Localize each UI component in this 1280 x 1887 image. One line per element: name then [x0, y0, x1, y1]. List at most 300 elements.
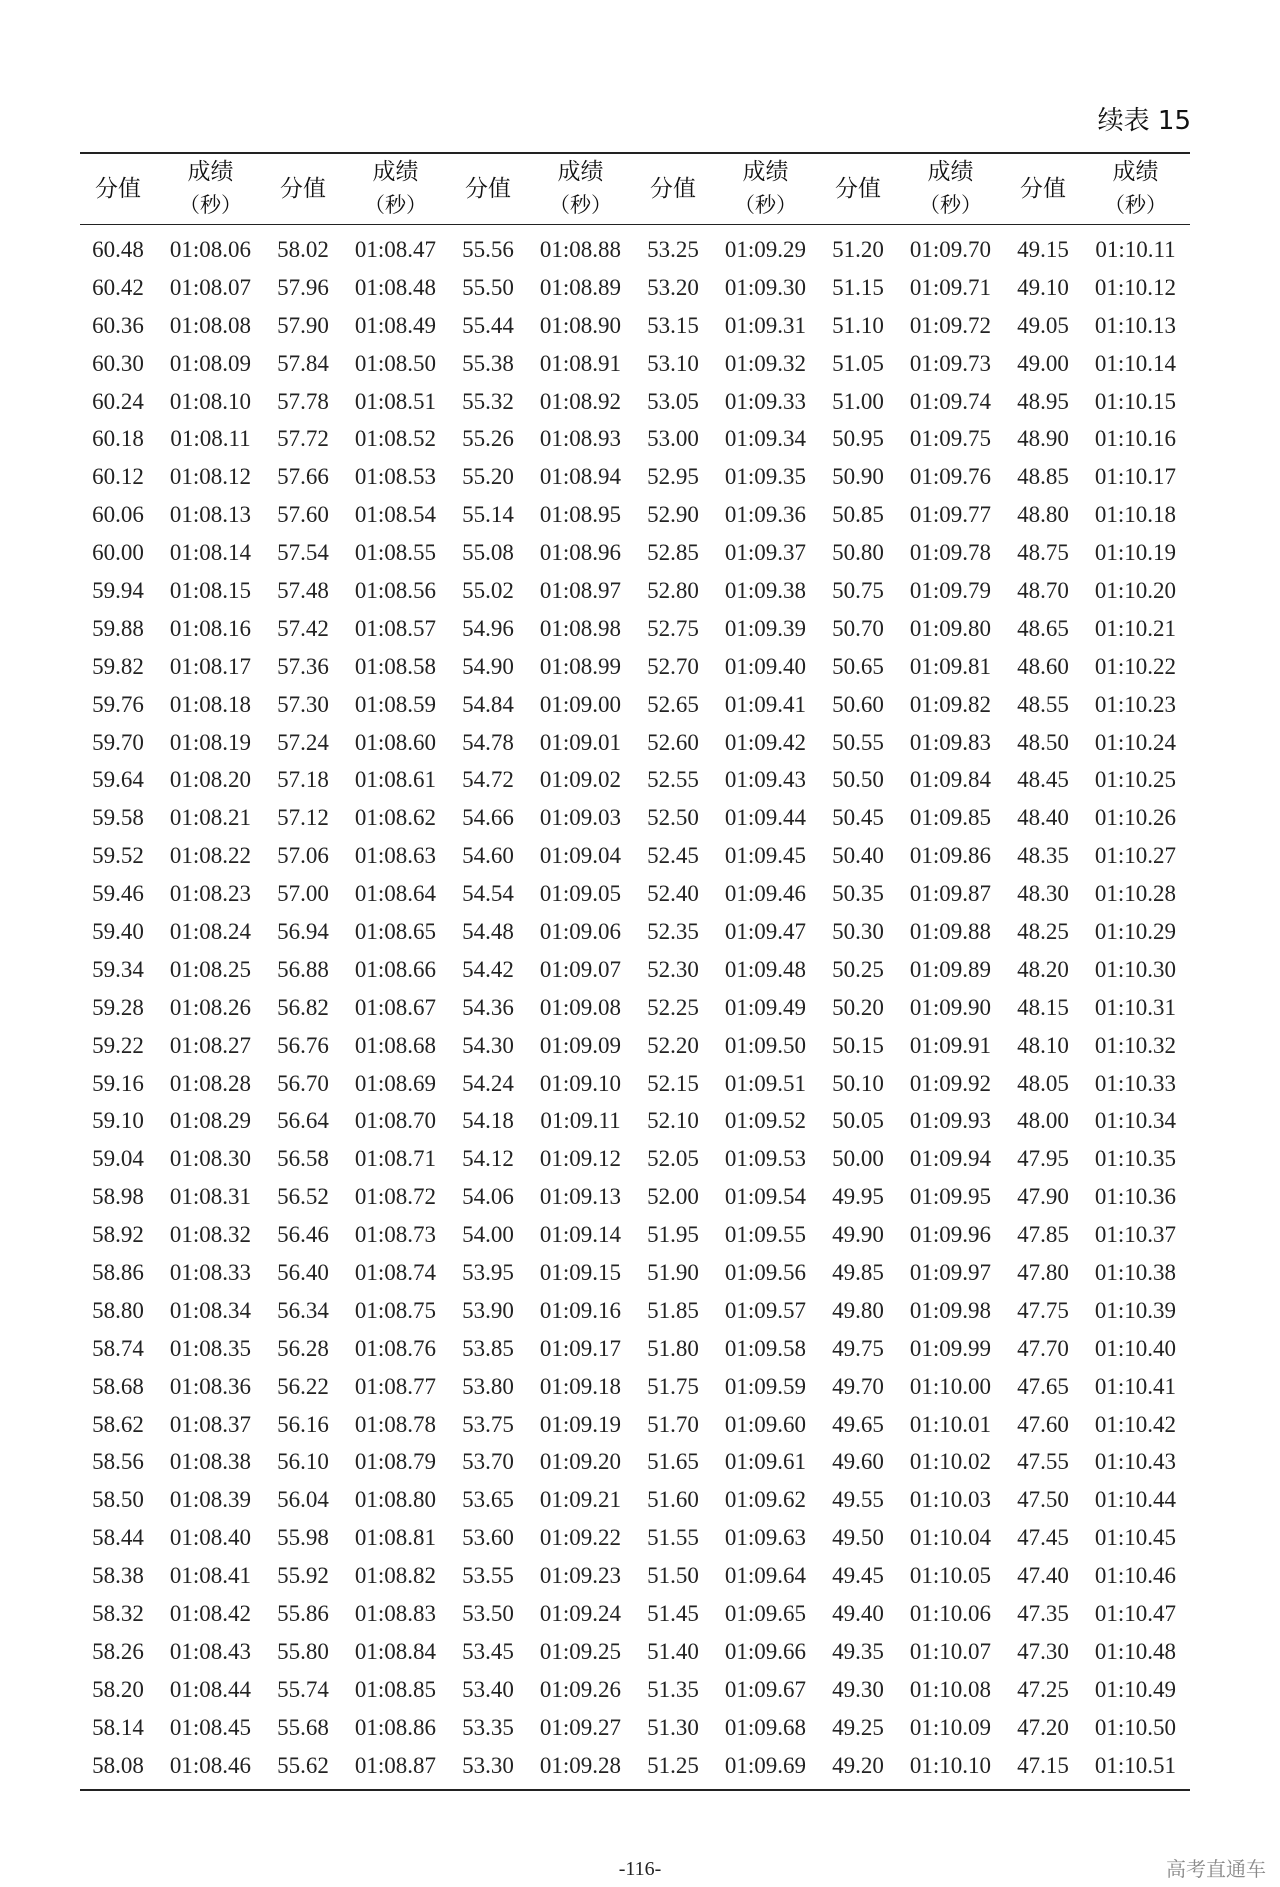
score-cell: 52.40	[647, 881, 699, 907]
score-cell: 49.65	[832, 1411, 884, 1437]
time-cell: 01:08.83	[354, 1601, 437, 1626]
header-time-label: 成绩	[1112, 159, 1159, 185]
score-cell: 57.42	[277, 615, 329, 641]
score-cell: 60.36	[92, 312, 144, 338]
score-cell: 59.28	[92, 994, 144, 1020]
time-cell: 01:10.23	[1094, 691, 1177, 717]
score-cell: 50.80	[832, 540, 884, 566]
time-cell: 01:10.03	[909, 1487, 992, 1513]
time-cell: 01:08.06	[169, 236, 252, 262]
time-cell: 01:09.04	[539, 843, 622, 869]
time-cell: 01:09.11	[540, 1108, 621, 1134]
time-cell: 01:10.50	[1094, 1714, 1177, 1740]
table-row	[80, 799, 1190, 837]
score-cell: 47.60	[1017, 1411, 1069, 1437]
score-cell: 53.35	[462, 1714, 514, 1740]
score-cell: 48.90	[1017, 426, 1069, 452]
time-cell: 01:09.32	[724, 350, 807, 376]
score-cell: 53.80	[462, 1373, 514, 1399]
score-cell: 58.62	[92, 1411, 144, 1437]
score-cell: 55.50	[462, 274, 514, 300]
time-cell: 01:08.53	[354, 464, 437, 490]
table-row	[80, 1481, 1190, 1519]
score-cell: 59.64	[92, 767, 144, 793]
time-cell: 01:09.80	[909, 615, 992, 641]
score-cell: 50.00	[832, 1146, 884, 1172]
time-cell: 01:10.29	[1094, 918, 1177, 944]
time-cell: 01:10.30	[1094, 956, 1177, 982]
time-cell: 01:08.29	[169, 1108, 252, 1134]
score-cell: 56.58	[277, 1146, 329, 1172]
score-cell: 51.55	[647, 1525, 699, 1551]
time-cell: 01:08.28	[169, 1070, 252, 1096]
time-cell: 01:08.23	[169, 881, 252, 907]
score-cell: 49.60	[832, 1449, 884, 1475]
score-cell: 56.52	[277, 1184, 329, 1210]
time-cell: 01:10.44	[1094, 1487, 1177, 1513]
time-cell: 01:10.41	[1094, 1373, 1177, 1399]
time-cell: 01:08.67	[354, 994, 437, 1020]
score-cell: 47.55	[1017, 1449, 1069, 1475]
score-cell: 59.88	[92, 615, 144, 641]
score-cell: 57.84	[277, 350, 329, 376]
time-cell: 01:10.46	[1094, 1563, 1177, 1589]
time-cell: 01:08.94	[539, 464, 622, 490]
time-cell: 01:08.96	[539, 540, 622, 566]
score-cell: 55.32	[462, 388, 514, 414]
time-cell: 01:09.67	[724, 1676, 807, 1702]
score-cell: 58.14	[92, 1714, 144, 1740]
time-cell: 01:08.31	[169, 1184, 252, 1210]
score-cell: 48.35	[1017, 843, 1069, 869]
score-cell: 48.75	[1017, 540, 1069, 566]
header-time	[711, 153, 820, 225]
time-cell: 01:10.07	[909, 1638, 992, 1664]
score-cell: 54.30	[462, 1032, 514, 1058]
time-cell: 01:10.39	[1094, 1297, 1177, 1323]
score-cell: 47.95	[1017, 1146, 1069, 1172]
time-cell: 01:08.38	[169, 1449, 252, 1475]
score-cell: 47.85	[1017, 1222, 1069, 1248]
time-cell: 01:09.03	[539, 805, 622, 831]
time-cell: 01:09.69	[711, 1747, 820, 1790]
time-cell: 01:09.30	[724, 274, 807, 300]
table-row	[80, 269, 1190, 307]
time-cell: 01:09.19	[539, 1411, 622, 1437]
table-row	[80, 1709, 1190, 1747]
time-cell: 01:09.18	[539, 1373, 622, 1399]
table-row	[80, 1595, 1190, 1633]
time-cell: 01:09.28	[526, 1747, 635, 1790]
time-cell: 01:10.01	[909, 1411, 992, 1437]
time-cell: 01:08.43	[169, 1638, 252, 1664]
time-cell: 01:08.35	[169, 1335, 252, 1361]
score-table	[80, 152, 1190, 1791]
time-cell: 01:09.40	[724, 653, 807, 679]
score-cell: 48.45	[1017, 767, 1069, 793]
score-cell: 48.70	[1017, 577, 1069, 603]
time-cell: 01:08.72	[354, 1184, 437, 1210]
time-cell: 01:08.13	[169, 502, 252, 528]
time-cell: 01:08.81	[354, 1525, 437, 1551]
time-cell: 01:09.65	[724, 1601, 807, 1626]
header-time-label: 成绩	[557, 159, 604, 185]
table-header	[80, 153, 1190, 225]
time-cell: 01:09.59	[724, 1373, 807, 1399]
header-time	[1081, 153, 1190, 225]
time-cell: 01:09.46	[724, 881, 807, 907]
score-cell: 52.85	[647, 540, 699, 566]
score-cell: 60.24	[92, 388, 144, 414]
time-cell: 01:09.37	[724, 540, 807, 566]
header-time-label: 成绩	[927, 159, 974, 185]
time-cell: 01:10.40	[1094, 1335, 1177, 1361]
table-row	[80, 1368, 1190, 1406]
score-cell: 52.70	[647, 653, 699, 679]
header-time-unit: （秒）	[1104, 193, 1167, 217]
time-cell: 01:10.18	[1094, 502, 1177, 528]
time-cell: 01:10.06	[909, 1601, 992, 1626]
time-cell: 01:09.89	[909, 956, 992, 982]
time-cell: 01:09.41	[724, 691, 807, 717]
time-cell: 01:08.25	[169, 956, 252, 982]
time-cell: 01:09.82	[909, 691, 992, 717]
time-cell: 01:10.25	[1094, 767, 1177, 793]
table-row	[80, 1671, 1190, 1709]
time-cell: 01:08.60	[354, 729, 437, 755]
time-cell: 01:08.70	[354, 1108, 437, 1134]
score-cell: 56.16	[277, 1411, 329, 1437]
time-cell: 01:09.52	[724, 1108, 807, 1134]
table-row	[80, 1140, 1190, 1178]
score-cell: 54.72	[462, 767, 514, 793]
score-cell: 59.70	[92, 729, 144, 755]
score-cell: 55.74	[277, 1676, 329, 1702]
score-cell: 47.90	[1017, 1184, 1069, 1210]
score-cell: 55.80	[277, 1638, 329, 1664]
time-cell: 01:09.94	[909, 1146, 992, 1172]
time-cell: 01:09.13	[539, 1184, 622, 1210]
score-cell: 51.00	[832, 388, 884, 414]
score-cell: 54.84	[462, 691, 514, 717]
header-time-unit: （秒）	[179, 193, 242, 217]
time-cell: 01:10.43	[1094, 1449, 1177, 1475]
score-cell: 52.50	[647, 805, 699, 831]
score-cell: 52.65	[647, 691, 699, 717]
score-cell: 54.42	[462, 956, 514, 982]
header-score: 分值	[265, 153, 341, 225]
score-cell: 57.00	[277, 881, 329, 907]
header-time	[526, 153, 635, 225]
header-score: 分值	[80, 153, 156, 225]
time-cell: 01:10.48	[1094, 1638, 1177, 1664]
score-cell: 57.54	[277, 540, 329, 566]
time-cell: 01:08.45	[169, 1714, 252, 1740]
score-cell: 48.60	[1017, 653, 1069, 679]
score-cell: 59.94	[92, 577, 144, 603]
score-cell: 52.55	[647, 767, 699, 793]
score-cell: 48.95	[1017, 388, 1069, 414]
time-cell: 01:08.51	[354, 388, 437, 414]
table-row	[80, 307, 1190, 345]
score-cell: 52.45	[647, 843, 699, 869]
score-cell: 59.46	[92, 881, 144, 907]
score-cell: 50.90	[832, 464, 884, 490]
time-cell: 01:08.52	[354, 426, 437, 452]
score-cell: 50.45	[832, 805, 884, 831]
score-cell: 57.66	[277, 464, 329, 490]
time-cell: 01:08.84	[354, 1638, 437, 1664]
time-cell: 01:09.74	[909, 388, 992, 414]
header-row	[80, 153, 1190, 225]
table-row	[80, 1330, 1190, 1368]
table-row	[80, 1633, 1190, 1671]
score-cell: 49.20	[820, 1747, 896, 1790]
time-cell: 01:09.20	[539, 1449, 622, 1475]
score-cell: 57.12	[277, 805, 329, 831]
score-cell: 57.60	[277, 502, 329, 528]
score-cell: 51.70	[647, 1411, 699, 1437]
time-cell: 01:08.57	[354, 615, 437, 641]
time-cell: 01:08.46	[156, 1747, 265, 1790]
table-row	[80, 989, 1190, 1027]
time-cell: 01:10.14	[1094, 350, 1177, 376]
score-cell: 51.35	[647, 1676, 699, 1702]
time-cell: 01:08.99	[539, 653, 622, 679]
score-cell: 55.86	[277, 1601, 329, 1626]
score-cell: 58.44	[92, 1525, 144, 1551]
time-cell: 01:10.15	[1094, 388, 1177, 414]
score-cell: 51.25	[635, 1747, 711, 1790]
time-cell: 01:09.61	[724, 1449, 807, 1475]
time-cell: 01:09.05	[539, 881, 622, 907]
time-cell: 01:08.71	[354, 1146, 437, 1172]
score-cell: 60.12	[92, 464, 144, 490]
score-cell: 58.86	[92, 1259, 144, 1285]
time-cell: 01:09.87	[909, 881, 992, 907]
table-row	[80, 1444, 1190, 1482]
score-cell: 48.30	[1017, 881, 1069, 907]
score-cell: 59.22	[92, 1032, 144, 1058]
score-cell: 59.04	[92, 1146, 144, 1172]
score-cell: 49.70	[832, 1373, 884, 1399]
time-cell: 01:09.56	[724, 1259, 807, 1285]
score-cell: 50.30	[832, 918, 884, 944]
time-cell: 01:09.39	[724, 615, 807, 641]
score-cell: 53.65	[462, 1487, 514, 1513]
time-cell: 01:10.49	[1094, 1676, 1177, 1702]
time-cell: 01:09.75	[909, 426, 992, 452]
table-row	[80, 686, 1190, 724]
time-cell: 01:09.53	[724, 1146, 807, 1172]
score-cell: 48.40	[1017, 805, 1069, 831]
score-cell: 54.06	[462, 1184, 514, 1210]
score-cell: 53.45	[462, 1638, 514, 1664]
score-cell: 51.10	[832, 312, 884, 338]
score-cell: 51.20	[832, 236, 884, 262]
score-cell: 47.30	[1017, 1638, 1069, 1664]
time-cell: 01:10.35	[1094, 1146, 1177, 1172]
time-cell: 01:10.09	[909, 1714, 992, 1740]
score-cell: 53.15	[647, 312, 699, 338]
time-cell: 01:08.59	[354, 691, 437, 717]
score-cell: 59.52	[92, 843, 144, 869]
time-cell: 01:08.79	[354, 1449, 437, 1475]
score-cell: 50.70	[832, 615, 884, 641]
score-cell: 59.40	[92, 918, 144, 944]
time-cell: 01:08.32	[169, 1222, 252, 1248]
time-cell: 01:09.62	[724, 1487, 807, 1513]
score-cell: 52.30	[647, 956, 699, 982]
time-cell: 01:08.77	[354, 1373, 437, 1399]
time-cell: 01:08.49	[354, 312, 437, 338]
time-cell: 01:09.06	[539, 918, 622, 944]
score-cell: 58.68	[92, 1373, 144, 1399]
score-cell: 58.92	[92, 1222, 144, 1248]
score-cell: 58.56	[92, 1449, 144, 1475]
time-cell: 01:09.81	[909, 653, 992, 679]
score-cell: 51.30	[647, 1714, 699, 1740]
time-cell: 01:08.98	[539, 615, 622, 641]
time-cell: 01:09.45	[724, 843, 807, 869]
time-cell: 01:08.16	[169, 615, 252, 641]
time-cell: 01:09.43	[724, 767, 807, 793]
header-time	[341, 153, 450, 225]
time-cell: 01:10.10	[896, 1747, 1005, 1790]
time-cell: 01:09.71	[909, 274, 992, 300]
time-cell: 01:10.51	[1081, 1747, 1190, 1790]
score-cell: 58.74	[92, 1335, 144, 1361]
time-cell: 01:08.14	[169, 540, 252, 566]
score-cell: 47.15	[1005, 1747, 1081, 1790]
time-cell: 01:08.80	[354, 1487, 437, 1513]
score-cell: 58.38	[92, 1563, 144, 1589]
time-cell: 01:09.10	[539, 1070, 622, 1096]
score-cell: 55.62	[265, 1747, 341, 1790]
time-cell: 01:09.60	[724, 1411, 807, 1437]
score-cell: 60.00	[92, 540, 144, 566]
score-cell: 57.36	[277, 653, 329, 679]
score-cell: 53.55	[462, 1563, 514, 1589]
time-cell: 01:08.17	[169, 653, 252, 679]
time-cell: 01:08.90	[539, 312, 622, 338]
score-cell: 50.60	[832, 691, 884, 717]
score-cell: 57.48	[277, 577, 329, 603]
header-score: 分值	[820, 153, 896, 225]
time-cell: 01:09.85	[909, 805, 992, 831]
score-cell: 60.48	[92, 236, 144, 262]
time-cell: 01:08.40	[169, 1525, 252, 1551]
time-cell: 01:09.35	[724, 464, 807, 490]
score-cell: 57.96	[277, 274, 329, 300]
time-cell: 01:09.95	[909, 1184, 992, 1210]
header-score: 分值	[1005, 153, 1081, 225]
score-cell: 50.65	[832, 653, 884, 679]
time-cell: 01:09.42	[724, 729, 807, 755]
score-cell: 51.05	[832, 350, 884, 376]
time-cell: 01:08.78	[354, 1411, 437, 1437]
score-cell: 58.20	[92, 1676, 144, 1702]
score-cell: 49.40	[832, 1601, 884, 1626]
score-cell: 52.35	[647, 918, 699, 944]
time-cell: 01:08.48	[354, 274, 437, 300]
time-cell: 01:10.42	[1094, 1411, 1177, 1437]
table-row	[80, 951, 1190, 989]
time-cell: 01:08.07	[169, 274, 252, 300]
time-cell: 01:09.88	[909, 918, 992, 944]
table-row	[80, 1747, 1190, 1790]
score-cell: 54.96	[462, 615, 514, 641]
time-cell: 01:09.50	[724, 1032, 807, 1058]
time-cell: 01:10.16	[1094, 426, 1177, 452]
score-cell: 56.28	[277, 1335, 329, 1361]
score-cell: 51.15	[832, 274, 884, 300]
time-cell: 01:09.84	[909, 767, 992, 793]
table-row	[80, 913, 1190, 951]
header-score: 分值	[450, 153, 526, 225]
score-cell: 59.34	[92, 956, 144, 982]
table-row	[80, 1027, 1190, 1065]
score-cell: 53.20	[647, 274, 699, 300]
time-cell: 01:09.14	[539, 1222, 622, 1248]
score-cell: 51.90	[647, 1259, 699, 1285]
time-cell: 01:08.65	[354, 918, 437, 944]
time-cell: 01:09.36	[724, 502, 807, 528]
time-cell: 01:08.85	[354, 1676, 437, 1702]
score-cell: 52.20	[647, 1032, 699, 1058]
score-cell: 51.75	[647, 1373, 699, 1399]
time-cell: 01:08.92	[539, 388, 622, 414]
score-cell: 59.58	[92, 805, 144, 831]
score-cell: 51.40	[647, 1638, 699, 1664]
time-cell: 01:09.07	[539, 956, 622, 982]
table-row	[80, 724, 1190, 762]
page-number: -116-	[618, 1858, 662, 1880]
score-cell: 53.95	[462, 1259, 514, 1285]
score-cell: 55.26	[462, 426, 514, 452]
header-time-label: 成绩	[742, 159, 789, 185]
time-cell: 01:10.22	[1094, 653, 1177, 679]
time-cell: 01:08.39	[169, 1487, 252, 1513]
score-cell: 56.46	[277, 1222, 329, 1248]
time-cell: 01:09.93	[909, 1108, 992, 1134]
time-cell: 01:08.55	[354, 540, 437, 566]
time-cell: 01:10.28	[1094, 881, 1177, 907]
time-cell: 01:10.05	[909, 1563, 992, 1589]
time-cell: 01:09.38	[724, 577, 807, 603]
score-cell: 57.78	[277, 388, 329, 414]
score-cell: 55.08	[462, 540, 514, 566]
time-cell: 01:08.61	[354, 767, 437, 793]
score-cell: 50.05	[832, 1108, 884, 1134]
score-cell: 56.94	[277, 918, 329, 944]
score-cell: 54.24	[462, 1070, 514, 1096]
score-cell: 56.22	[277, 1373, 329, 1399]
score-cell: 55.20	[462, 464, 514, 490]
time-cell: 01:09.91	[909, 1032, 992, 1058]
score-cell: 56.70	[277, 1070, 329, 1096]
time-cell: 01:09.68	[724, 1714, 807, 1740]
score-cell: 49.00	[1017, 350, 1069, 376]
table-row	[80, 648, 1190, 686]
score-cell: 56.10	[277, 1449, 329, 1475]
score-cell: 49.10	[1017, 274, 1069, 300]
score-cell: 59.16	[92, 1070, 144, 1096]
time-cell: 01:08.75	[354, 1297, 437, 1323]
time-cell: 01:08.54	[354, 502, 437, 528]
time-cell: 01:09.27	[539, 1714, 622, 1740]
score-cell: 57.06	[277, 843, 329, 869]
